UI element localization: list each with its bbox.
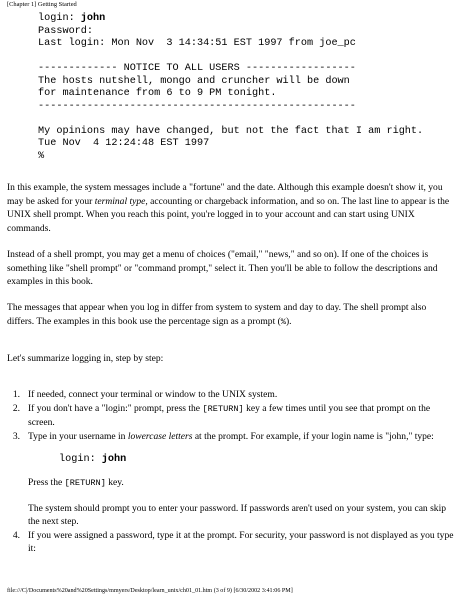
terminal-line: Last login: Mon Nov 3 14:34:51 EST 1997 from joe_pc [38,38,356,49]
terminal-line: Password: [38,25,94,37]
terminal-line: The hosts nutshell, mongo and cruncher will be down [38,75,350,87]
terminal-line: login: john [38,13,106,24]
page-header: [Chapter 1] Getting Started [7,1,77,8]
terminal-session [38,13,423,163]
terminal-line: ---------------------------------------------------- [38,100,356,112]
terminal-line [38,113,423,126]
step-2: 2. If you don't have a "login:" prompt, press the [RETURN] key a few times until you see that prompt on the screen. [12,402,431,428]
terminal-line: Tue Nov 4 12:24:48 EST 1997 [38,138,210,149]
paragraph-fortune: In this example, the system messages include a "fortune" and the date. Although this example doesn't show it, you may be asked for your terminal type, accounting or chargeback information, and so on. The last line to appear is the UNIX shell prompt. When you reach this point, you're logged in to your account and can start using UNIX commands. [7,182,450,234]
press-return-text: Press the [RETURN] key. [28,477,124,488]
emphasis-terminal-type: terminal type [94,195,146,207]
page-footer-url: file:///C|/Documents%20and%20Settings/mmyers/Desktop/learn_unix/ch01_01.htm (3 of 9) [6/30/2002 3:41:06 PM] [7,588,293,594]
terminal-line: % [38,150,45,162]
terminal-line: ------------- NOTICE TO ALL USERS ------------------ [38,63,356,74]
step-4: 4. If you were assigned a password, type it at the prompt. For security, your password is not displayed as you type it: [12,529,454,554]
step-1: 1. If needed, connect your terminal or window to the UNIX system. [12,389,278,400]
emphasis-lowercase: lowercase letters [127,430,193,442]
code-login-example: login: john [59,454,127,465]
inline-code-return: [RETURN] [202,403,244,414]
terminal-line [38,51,423,64]
terminal-line: My opinions may have changed, but not the fact that I am right. [38,125,424,137]
steps-list [7,388,455,556]
inline-code-prompt: % [280,316,286,327]
paragraph-summary-intro: Let's summarize logging in, step by step: [7,353,164,364]
paragraph-menu-choices: Instead of a shell prompt, you may get a menu of choices ("email," "news," and so on). If one of the choices is something like "shell prompt" or "command prompt," select it. Then you'll be able to follow the descriptions and examples in this book. [7,249,438,287]
step-3: 3. Type in your username in lowercase letters at the prompt. For example, if your login name is "john," type: login: john Press the [RETURN] key. The system should prompt you to enter your password. If passwords aren't used on your system, you can skip the next step. [7,430,455,529]
paragraph-messages-differ: The messages that appear when you log in differ from system to system and day to day. The shell prompt also differs. The examples in this book use the percentage sign as a prompt (%). [7,302,427,327]
terminal-line: for maintenance from 6 to 9 PM tonight. [38,88,277,99]
password-prompt-text: The system should prompt you to enter your password. If passwords aren't used on your system, you can skip the next step. [28,502,447,527]
inline-code-return-2: [RETURN] [64,478,106,488]
